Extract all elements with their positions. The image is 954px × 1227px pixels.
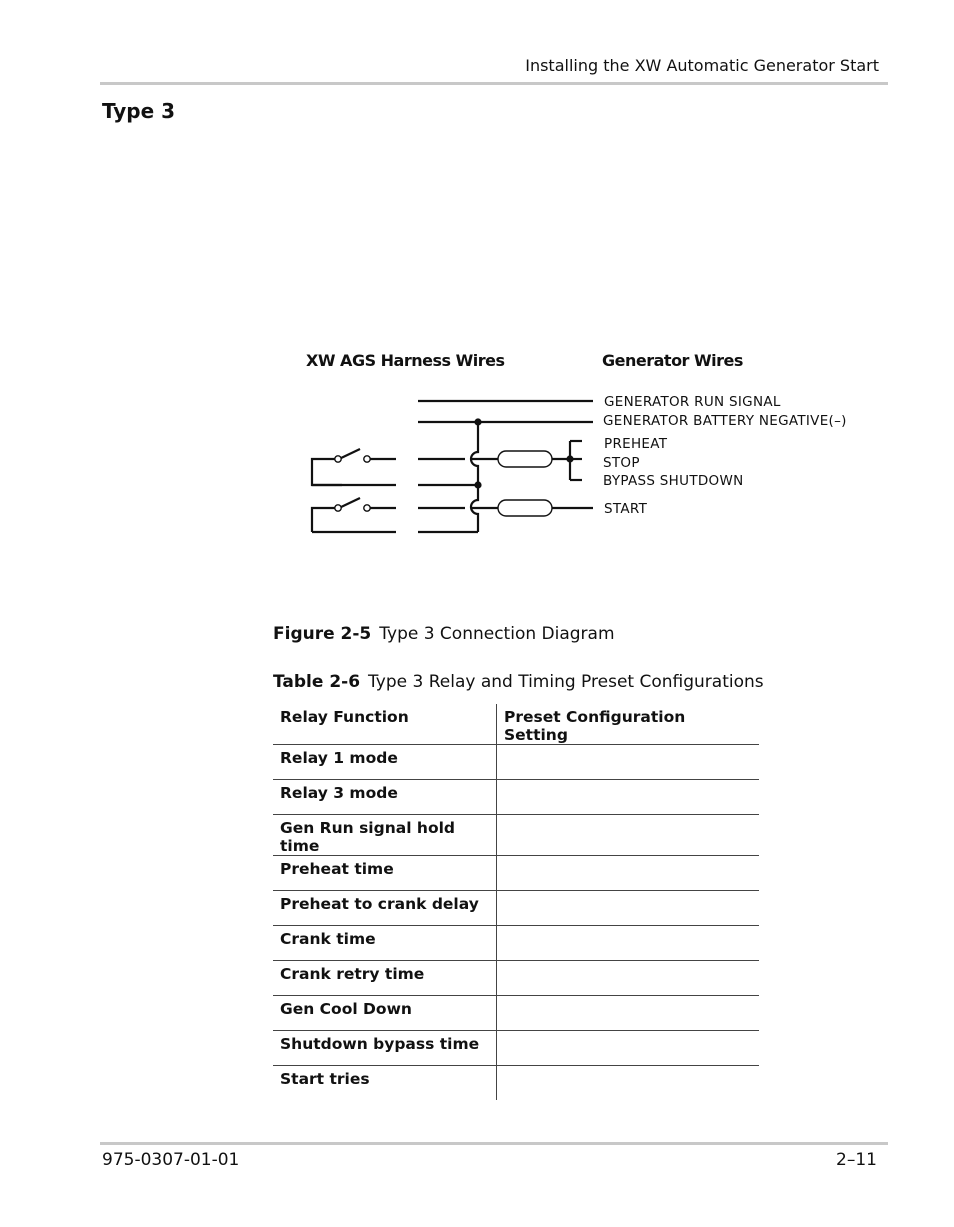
document-number: 975-0307-01-01 <box>102 1150 240 1170</box>
figure-number: Figure 2-5 <box>273 624 372 644</box>
connection-diagram <box>290 340 890 545</box>
relay-function-cell: Relay 1 mode <box>280 749 398 767</box>
preset-setting-cell <box>497 815 760 856</box>
label-preheat: PREHEAT <box>604 436 668 452</box>
switch1-lever <box>339 449 360 459</box>
relay-function-cell: Gen Cool Down <box>280 1000 412 1018</box>
relay-function-cell: Crank time <box>280 930 376 948</box>
table-row <box>273 815 759 856</box>
figure-caption-text: Type 3 Connection Diagram <box>379 624 615 644</box>
table-row <box>273 1031 759 1066</box>
diagram-left-heading: XW AGS Harness Wires <box>306 351 505 370</box>
switch1-frame <box>312 459 342 485</box>
footer-rule <box>100 1142 888 1145</box>
preset-setting-cell <box>497 961 760 996</box>
table-row <box>273 926 759 961</box>
relay-config-table <box>273 704 759 1100</box>
column-header-relay-function: Relay Function <box>280 708 409 726</box>
label-gen-battery-negative: GENERATOR BATTERY NEGATIVE(–) <box>603 413 847 429</box>
figure-caption <box>273 624 615 644</box>
table-row <box>273 780 759 815</box>
table-caption-text: Type 3 Relay and Timing Preset Configurations <box>368 672 764 692</box>
relay-function-cell: Relay 3 mode <box>280 784 398 802</box>
preset-setting-cell <box>497 780 760 815</box>
section-title: Type 3 <box>102 99 176 123</box>
fuses <box>498 451 552 516</box>
table-row <box>273 856 759 891</box>
preset-setting-cell <box>497 856 760 891</box>
relay-function-cell: Preheat to crank delay <box>280 895 479 913</box>
fuse-2 <box>498 500 552 516</box>
table-row <box>273 961 759 996</box>
junction-relay1-return <box>474 481 481 488</box>
junction-stop <box>566 455 573 462</box>
preset-setting-cell <box>497 1031 760 1066</box>
table-caption <box>273 672 764 692</box>
switch-contacts <box>335 456 370 511</box>
preset-setting-cell <box>497 926 760 961</box>
label-gen-run-signal: GENERATOR RUN SIGNAL <box>604 394 781 410</box>
preset-setting-cell <box>497 1066 760 1101</box>
label-bypass-shutdown: BYPASS SHUTDOWN <box>603 473 744 489</box>
junction-battery-negative <box>474 418 481 425</box>
page-number: 2–11 <box>836 1150 877 1170</box>
relay-function-cell: Gen Run signal hold time <box>280 819 455 855</box>
switch2-contact-a <box>335 505 341 511</box>
running-title: Installing the XW Automatic Generator Start <box>525 56 879 75</box>
wire-common-bus <box>471 422 478 532</box>
header-rule <box>100 82 888 85</box>
table-header-row <box>273 704 759 745</box>
relay-function-cell: Start tries <box>280 1070 370 1088</box>
preset-setting-cell <box>497 996 760 1031</box>
table-row <box>273 745 759 780</box>
preset-setting-cell <box>497 745 760 780</box>
switch2-contact-b <box>364 505 370 511</box>
relay-function-cell: Shutdown bypass time <box>280 1035 480 1053</box>
switch2-lever <box>339 498 360 508</box>
label-start: START <box>604 501 648 517</box>
relay-function-cell: Crank retry time <box>280 965 425 983</box>
table-row <box>273 891 759 926</box>
switch1-contact-b <box>364 456 370 462</box>
fuse-1 <box>498 451 552 467</box>
switch2-frame <box>312 508 336 532</box>
column-header-preset-setting: Preset Configuration Setting <box>497 704 760 745</box>
switch1-contact-a <box>335 456 341 462</box>
relay-function-cell: Preheat time <box>280 860 394 878</box>
table-row <box>273 996 759 1031</box>
table-row <box>273 1066 759 1101</box>
label-stop: STOP <box>603 455 640 471</box>
table-number: Table 2-6 <box>273 672 361 692</box>
preset-setting-cell <box>497 891 760 926</box>
diagram-right-heading: Generator Wires <box>602 351 743 370</box>
